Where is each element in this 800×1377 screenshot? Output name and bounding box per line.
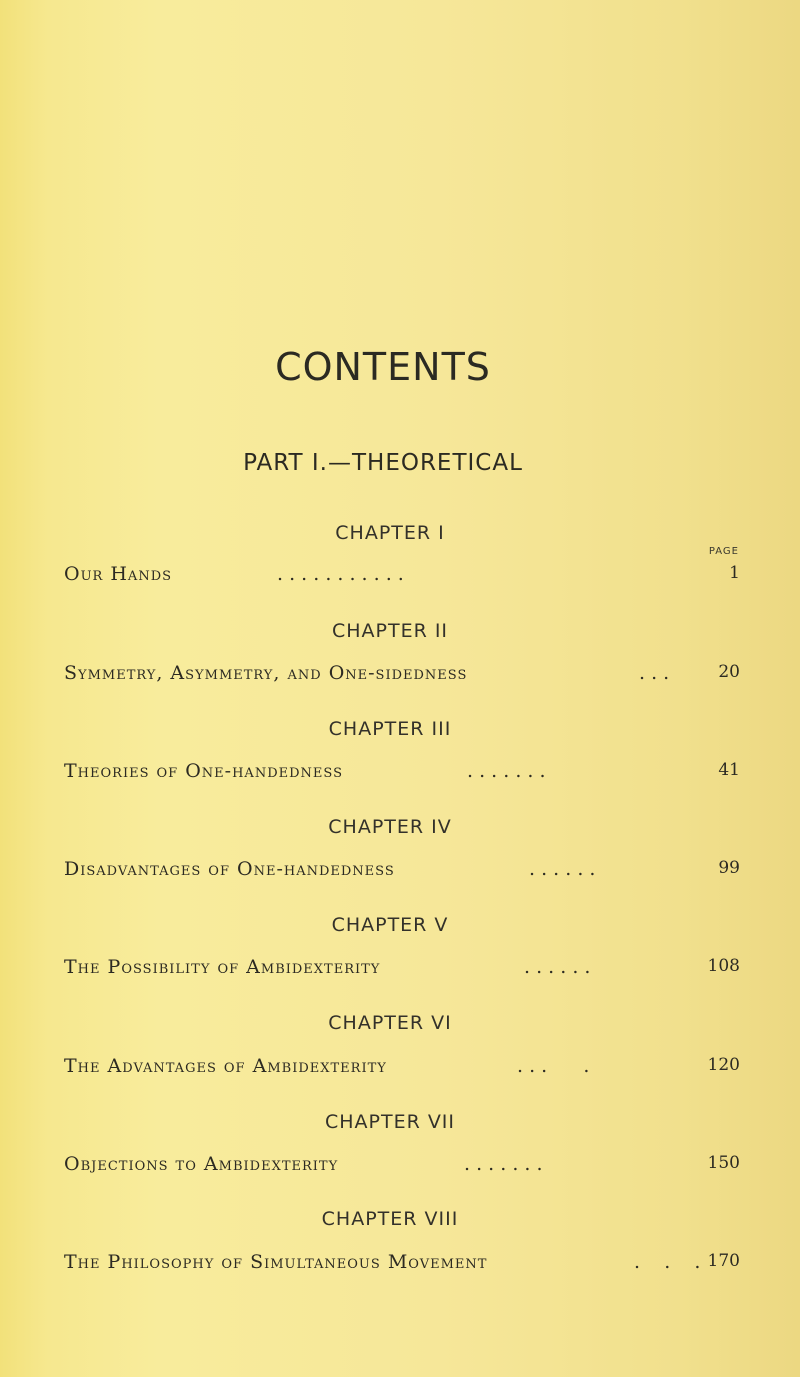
dot-leader: . . . xyxy=(639,662,670,684)
entry-page-number: 1 xyxy=(729,563,740,583)
entry-title: The Possibility of Ambidexterity xyxy=(64,956,381,978)
toc-entry[interactable] xyxy=(64,1153,740,1179)
toc-entry[interactable] xyxy=(64,662,740,688)
dot-leader: . . . . xyxy=(517,1055,590,1077)
entry-title: The Philosophy of Simultaneous Movement xyxy=(64,1251,488,1273)
entry-page-number: 108 xyxy=(707,956,740,976)
entry-title: Objections to Ambidexterity xyxy=(64,1153,339,1175)
dot-leader: . . . . . . . . . . . xyxy=(277,563,404,585)
chapter-heading: CHAPTER III xyxy=(328,718,452,740)
chapter-heading: CHAPTER I xyxy=(335,522,445,544)
toc-entry[interactable] xyxy=(64,760,740,786)
dot-leader: . . . . . . xyxy=(529,858,596,880)
chapter-heading: CHAPTER VI xyxy=(328,1012,452,1034)
entry-title: Theories of One-handedness xyxy=(64,760,343,782)
chapter-heading: CHAPTER VIII xyxy=(321,1208,459,1230)
chapter-heading: CHAPTER IV xyxy=(328,816,452,838)
part-heading: PART I.—THEORETICAL xyxy=(243,450,523,476)
toc-entry[interactable] xyxy=(64,858,740,884)
dot-leader: . . . . . . . xyxy=(467,760,546,782)
dot-leader: . . . . . . xyxy=(524,956,591,978)
entry-page-number: 120 xyxy=(707,1055,740,1075)
toc-entry[interactable] xyxy=(64,1055,740,1081)
entry-page-number: 99 xyxy=(718,858,740,878)
page-column-label: PAGE xyxy=(708,546,739,557)
toc-entry[interactable] xyxy=(64,563,740,589)
toc-entry[interactable] xyxy=(64,1251,740,1277)
entry-page-number: 170 xyxy=(707,1251,740,1271)
toc-entry[interactable] xyxy=(64,956,740,982)
entry-title: Our Hands xyxy=(64,563,173,585)
entry-title: The Advantages of Ambidexterity xyxy=(64,1055,387,1077)
chapter-heading: CHAPTER VII xyxy=(324,1111,456,1133)
page-title: CONTENTS xyxy=(275,345,491,389)
entry-title: Symmetry, Asymmetry, and One-sidedness xyxy=(64,662,468,684)
chapter-heading: CHAPTER II xyxy=(331,620,449,642)
chapter-heading: CHAPTER V xyxy=(331,914,449,936)
entry-page-number: 150 xyxy=(707,1153,740,1173)
dot-leader: . . . xyxy=(634,1251,701,1273)
entry-title: Disadvantages of One-handedness xyxy=(64,858,395,880)
dot-leader: . . . . . . . xyxy=(464,1153,543,1175)
entry-page-number: 41 xyxy=(718,760,740,780)
entry-page-number: 20 xyxy=(718,662,740,682)
